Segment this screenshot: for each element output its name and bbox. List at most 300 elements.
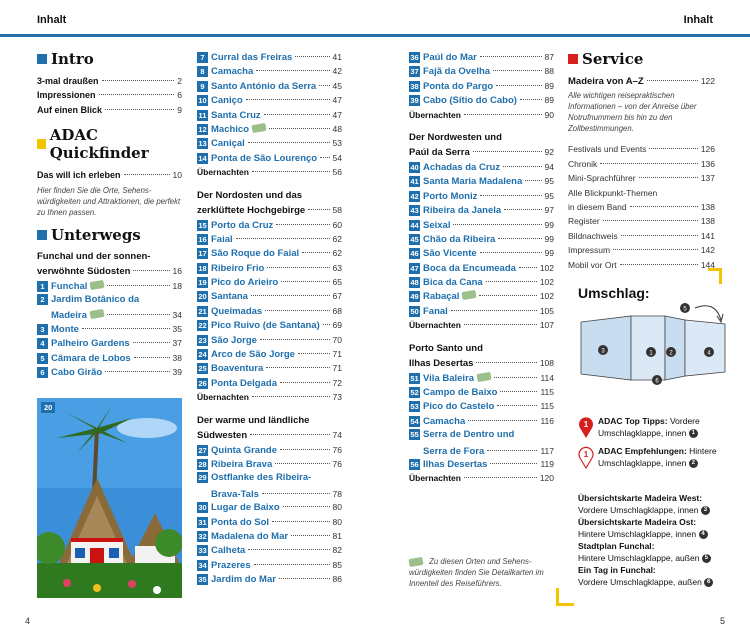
- place-entry[interactable]: [197, 50, 342, 64]
- place-entry[interactable]: [197, 275, 342, 289]
- toc-entry[interactable]: [197, 390, 342, 404]
- place-entry[interactable]: [197, 318, 342, 332]
- svg-text:6: 6: [655, 378, 659, 385]
- place-label: Madalena do Mar: [211, 530, 289, 542]
- place-entry[interactable]: [197, 347, 342, 361]
- place-page: 48: [332, 123, 342, 134]
- group-heading: Ilhas Desertas 108: [409, 357, 554, 369]
- place-number-badge: 24: [198, 350, 207, 360]
- place-page: 47: [332, 109, 342, 120]
- place-entry[interactable]: [37, 322, 182, 336]
- place-page: 53: [332, 138, 342, 149]
- place-page: 62: [332, 233, 342, 244]
- photo-santana-house: [37, 398, 182, 598]
- place-label: Ostflanke des Ribeira-: [211, 472, 312, 484]
- place-number-badge: 8: [197, 66, 208, 77]
- place-number-badge: 36: [410, 53, 419, 62]
- place-entry[interactable]: [409, 189, 554, 203]
- toc-entry[interactable]: [568, 171, 715, 185]
- column-3: [409, 50, 554, 486]
- place-page: 47: [332, 95, 342, 106]
- place-page: 18: [172, 280, 182, 291]
- corner-mark-icon: [708, 268, 722, 284]
- place-label: Campo de Baixo: [423, 387, 498, 399]
- place-label: Ponta do Pargo: [423, 80, 494, 92]
- place-entry[interactable]: [197, 529, 342, 543]
- place-number-badge: 52: [410, 388, 419, 398]
- place-page: 70: [332, 334, 342, 345]
- place-page: 82: [332, 545, 342, 556]
- place-entry[interactable]: [409, 160, 554, 174]
- toc-label: Übernachten: [197, 392, 249, 403]
- place-entry[interactable]: [197, 471, 342, 485]
- place-label: Cabo Girão: [51, 366, 103, 378]
- place-entry[interactable]: [197, 515, 342, 529]
- place-number-badge: 34: [198, 560, 207, 570]
- place-entry[interactable]: [409, 218, 554, 232]
- place-label: Porto Moniz: [423, 190, 478, 202]
- toc-page: 144: [700, 259, 715, 270]
- place-number-badge: 20: [198, 292, 207, 302]
- place-entry[interactable]: [197, 443, 342, 457]
- place-label: Funchal: [51, 280, 88, 292]
- place-label: Vila Baleira: [423, 372, 475, 384]
- place-entry[interactable]: [197, 361, 342, 375]
- place-number-badge: 33: [198, 546, 207, 556]
- place-page: 102: [539, 277, 554, 288]
- group-heading: Porto Santo und: [409, 342, 483, 354]
- group-heading: Der Nordosten und das: [197, 189, 303, 201]
- place-number-badge: 7: [197, 52, 208, 63]
- place-number-badge: 37: [410, 67, 419, 77]
- square-icon: [37, 54, 47, 64]
- place-label: Seixal: [423, 219, 451, 231]
- group-heading: Der Nordwesten und: [409, 131, 502, 143]
- toc-label: Bildnachweis: [568, 230, 618, 241]
- tips-legend: [578, 415, 728, 475]
- toc-entry[interactable]: [568, 258, 715, 272]
- place-label: Pico do Arieiro: [211, 277, 279, 289]
- place-page: 81: [332, 530, 342, 541]
- toc-entry[interactable]: [568, 214, 715, 228]
- place-number-badge: 30: [198, 503, 207, 513]
- place-number-badge: 12: [198, 124, 207, 134]
- place-entry[interactable]: [197, 289, 342, 303]
- toc-page: 137: [700, 173, 715, 184]
- place-page: 65: [332, 277, 342, 288]
- toc-label: Madeira von A–Z: [568, 76, 644, 87]
- place-entry[interactable]: [197, 261, 342, 275]
- group-heading: Der warme und ländliche: [197, 414, 310, 426]
- map-tip-icon: [408, 557, 423, 567]
- place-entry[interactable]: [197, 122, 342, 136]
- place-label: Quinta Grande: [211, 444, 277, 456]
- top-tipps-row: 1 ADAC Top Tipps: Vordere Umschlagklappe, innen 1: [578, 415, 728, 439]
- place-number-badge: 1: [37, 281, 48, 292]
- place-number-badge: 9: [197, 81, 208, 92]
- place-number-badge: 50: [410, 306, 419, 316]
- place-page: 38: [172, 352, 182, 363]
- place-entry[interactable]: [409, 289, 554, 303]
- santana-house-illustration: [37, 398, 182, 598]
- place-label: Santana: [211, 291, 248, 303]
- place-entry[interactable]: [37, 279, 182, 293]
- place-page: 115: [540, 387, 554, 398]
- section-quickfinder-heading: [37, 126, 182, 162]
- place-label: Ribeira da Janela: [423, 205, 502, 217]
- toc-page: 142: [700, 245, 715, 256]
- toc-entry[interactable]: [568, 243, 715, 257]
- place-page: 63: [332, 262, 342, 273]
- place-number-badge: 22: [198, 321, 207, 331]
- place-page: 39: [172, 366, 182, 377]
- place-entry[interactable]: [197, 304, 342, 318]
- place-number-badge: 25: [198, 364, 207, 374]
- place-entry[interactable]: [409, 414, 554, 428]
- place-page: 80: [332, 516, 342, 527]
- place-number-badge: 45: [410, 234, 419, 244]
- place-label: Santa Maria Madalena: [423, 176, 523, 188]
- place-entry[interactable]: [409, 304, 554, 318]
- group-heading: verwöhnte Südosten 16: [37, 265, 182, 277]
- place-number-badge: 6: [37, 367, 48, 378]
- map-legend-item: Ein Tag in Funchal: Vordere Umschlagklappe, außen 6: [578, 564, 728, 588]
- map-legend-item: Übersichtskarte Madeira West: Vordere Umschlagklappe, innen 3: [578, 492, 728, 516]
- place-entry[interactable]: [197, 457, 342, 471]
- service-note: Alle wichtigen reisepraktischen Informationen – von der Anreise über Notrufnummern bis hin zu den Zollbestimmungen.: [568, 91, 697, 134]
- header-right: Inhalt: [683, 14, 713, 26]
- place-number-badge: 47: [410, 263, 419, 273]
- cover-flap-diagram: [575, 300, 735, 390]
- toc-label: Mobil vor Ort: [568, 259, 617, 270]
- place-number-badge: 23: [198, 335, 207, 345]
- toc-page: 73: [332, 392, 342, 403]
- page-number-left: 4: [25, 616, 31, 626]
- place-entry[interactable]: [197, 246, 342, 260]
- column-4: [568, 50, 715, 272]
- header-left: Inhalt: [37, 14, 67, 26]
- place-entry[interactable]: [37, 307, 182, 321]
- place-number-badge: 35: [198, 575, 207, 585]
- place-page: 86: [332, 574, 342, 585]
- place-entry[interactable]: [409, 232, 554, 246]
- place-page: 62: [332, 248, 342, 259]
- place-label: Cabo (Sítio do Cabo): [423, 95, 517, 107]
- toc-page: 122: [700, 76, 715, 86]
- place-label: Fajã da Ovelha: [423, 66, 491, 78]
- toc-label: Übernachten: [197, 167, 249, 178]
- place-page: 42: [332, 66, 342, 77]
- place-entry[interactable]: [409, 399, 554, 413]
- place-page: 102: [539, 291, 554, 302]
- toc-label: Impressionen: [37, 90, 96, 101]
- place-label: Jardim do Mar: [211, 574, 276, 586]
- place-page: 41: [332, 52, 342, 62]
- toc-entry[interactable]: [568, 142, 715, 156]
- place-label: Camacha: [423, 415, 466, 427]
- place-label: Caniço: [211, 95, 243, 107]
- group-heading: zerklüftete Hochgebirge 58: [197, 204, 342, 216]
- place-label: Camacha: [211, 66, 254, 78]
- place-number-badge: 17: [198, 249, 207, 259]
- section-unterwegs-heading: [37, 226, 182, 244]
- place-label: São Jorge: [211, 334, 257, 346]
- toc-page: 138: [700, 201, 715, 212]
- toc-label: Mini-Sprachführer: [568, 173, 636, 184]
- place-number-badge: 13: [198, 139, 207, 149]
- place-number-badge: 29: [198, 473, 207, 483]
- place-entry[interactable]: [37, 336, 182, 350]
- place-number-badge: 15: [198, 220, 207, 230]
- toc-entry[interactable]: [37, 168, 182, 182]
- place-entry[interactable]: [197, 500, 342, 514]
- place-page: 95: [544, 176, 554, 187]
- place-label: Brava-Tals: [211, 488, 259, 500]
- place-label: Porto da Cruz: [211, 219, 274, 231]
- place-entry[interactable]: [409, 64, 554, 78]
- toc-page: 90: [544, 109, 554, 120]
- place-label: Boaventura: [211, 363, 264, 375]
- toc-entry[interactable]: [197, 165, 342, 179]
- place-number-badge: 5: [37, 353, 48, 364]
- place-page: 119: [540, 458, 554, 469]
- place-number-badge: 21: [198, 306, 207, 316]
- map-tip-icon: [476, 371, 491, 381]
- place-page: 114: [540, 372, 554, 383]
- svg-text:4: 4: [707, 350, 711, 357]
- place-number-badge: 28: [198, 459, 207, 469]
- toc-label: Auf einen Blick: [37, 104, 103, 115]
- toc-label: 3-mal draußen: [37, 76, 99, 86]
- place-entry[interactable]: [197, 486, 342, 500]
- place-entry[interactable]: [409, 428, 554, 442]
- map-legend-item: Übersichtskarte Madeira Ost: Hintere Umschlagklappe, innen 4: [578, 516, 728, 540]
- place-number-badge: 16: [198, 234, 207, 244]
- place-number-badge: 4: [37, 338, 48, 349]
- place-page: 99: [544, 248, 554, 259]
- column-1: [37, 50, 182, 379]
- place-number-badge: 27: [198, 445, 207, 455]
- toc-page: 141: [700, 230, 715, 241]
- place-label: Faial: [211, 233, 233, 245]
- place-page: 105: [539, 305, 554, 316]
- place-page: 35: [172, 323, 182, 334]
- place-label: Ponta do Sol: [211, 516, 270, 528]
- place-page: 78: [332, 488, 342, 499]
- place-entry[interactable]: [409, 457, 554, 471]
- svg-text:3: 3: [601, 348, 605, 355]
- place-entry[interactable]: [197, 558, 342, 572]
- recommendation-pin-icon: [578, 445, 594, 469]
- place-entry[interactable]: [197, 64, 342, 78]
- svg-text:2: 2: [669, 350, 673, 357]
- place-page: 37: [172, 338, 182, 349]
- svg-text:1: 1: [583, 450, 589, 459]
- place-page: 80: [332, 502, 342, 513]
- place-number-badge: 44: [410, 220, 419, 230]
- place-entry[interactable]: [409, 275, 554, 289]
- place-page: 115: [540, 401, 554, 412]
- place-number-badge: 31: [198, 517, 207, 527]
- place-entry[interactable]: [409, 371, 554, 385]
- place-entry[interactable]: [37, 365, 182, 379]
- place-page: 45: [332, 80, 342, 91]
- group-heading: Paúl da Serra 92: [409, 146, 554, 158]
- place-number-badge: 39: [410, 96, 419, 106]
- place-entry[interactable]: [197, 93, 342, 107]
- place-entry[interactable]: [409, 174, 554, 188]
- toc-entry[interactable]: [568, 229, 715, 243]
- place-label: Prazeres: [211, 559, 251, 571]
- place-entry[interactable]: [409, 93, 554, 107]
- toc-entry[interactable]: [409, 318, 554, 332]
- map-tip-icon: [462, 290, 477, 300]
- toc-entry[interactable]: [37, 74, 182, 88]
- place-entry[interactable]: [197, 136, 342, 150]
- place-page: 117: [540, 445, 554, 456]
- toc-entry[interactable]: [568, 200, 715, 214]
- place-number-badge: 19: [198, 278, 207, 288]
- map-legend-item: Stadtplan Funchal: Hintere Umschlagklappe, außen 5: [578, 540, 728, 564]
- toc-entry[interactable]: [37, 103, 182, 117]
- toc-entry[interactable]: [409, 471, 554, 485]
- toc-page: 9: [177, 104, 182, 115]
- toc-page: 120: [539, 473, 554, 484]
- place-entry[interactable]: [197, 79, 342, 93]
- place-page: 76: [332, 458, 342, 469]
- toc-label: Übernachten: [409, 473, 461, 484]
- toc-label: Register: [568, 216, 600, 227]
- place-label: Ribeiro Frio: [211, 262, 265, 274]
- toc-label: Übernachten: [409, 109, 461, 120]
- toc-label: Impressum: [568, 245, 611, 256]
- toc-page: 6: [177, 90, 182, 101]
- place-entry[interactable]: [197, 333, 342, 347]
- place-entry[interactable]: [409, 79, 554, 93]
- place-label: Pico do Castelo: [423, 401, 495, 413]
- place-label: Serra de Dentro und: [423, 429, 515, 441]
- place-page: 34: [172, 310, 182, 321]
- place-label: Calheta: [211, 545, 246, 557]
- place-page: 99: [544, 233, 554, 244]
- place-entry[interactable]: [197, 376, 342, 390]
- place-page: 69: [332, 320, 342, 331]
- place-number-badge: 49: [410, 292, 419, 302]
- toc-entry[interactable]: [568, 186, 715, 200]
- place-entry[interactable]: [409, 385, 554, 399]
- place-label: Serra de Fora: [423, 445, 485, 457]
- place-number-badge: 42: [410, 191, 419, 201]
- place-number-badge: 18: [198, 263, 207, 273]
- map-tip-icon: [90, 279, 105, 289]
- place-entry[interactable]: [409, 246, 554, 260]
- cover-title: Umschlag:: [578, 285, 650, 301]
- toc-page: 56: [332, 167, 342, 178]
- toc-entry[interactable]: [37, 88, 182, 102]
- place-label: Monte: [51, 323, 79, 335]
- column-2: [197, 50, 342, 587]
- place-number-badge: 56: [410, 459, 419, 469]
- place-label: Madeira: [51, 310, 87, 322]
- place-number-badge: 26: [198, 378, 207, 388]
- place-page: 85: [332, 559, 342, 570]
- place-entry[interactable]: [197, 572, 342, 586]
- toc-label: in diesem Band: [568, 201, 627, 212]
- place-number-badge: 55: [410, 430, 419, 440]
- place-label: Palheiro Gardens: [51, 338, 130, 350]
- svg-text:1: 1: [583, 420, 589, 429]
- place-number-badge: 38: [410, 81, 419, 91]
- place-label: Santo António da Serra: [211, 80, 317, 92]
- place-entry[interactable]: [409, 261, 554, 275]
- place-entry[interactable]: [197, 108, 342, 122]
- place-entry[interactable]: [197, 218, 342, 232]
- place-number-badge: 40: [410, 162, 419, 172]
- place-label: São Vicente: [423, 248, 477, 260]
- place-page: 72: [332, 377, 342, 388]
- quickfinder-note: Hier finden Sie die Orte, Sehenswürdigkeiten und Attraktionen, die perfekt zu Ihnen passen.: [37, 185, 181, 217]
- place-page: 89: [544, 95, 554, 106]
- place-entry[interactable]: [409, 203, 554, 217]
- place-entry[interactable]: [197, 543, 342, 557]
- svg-text:5: 5: [683, 306, 687, 313]
- place-label: Jardim Botânico da: [51, 293, 140, 305]
- place-page: 99: [544, 219, 554, 230]
- photo-number-badge: 20: [41, 402, 55, 413]
- toc-label: Festivals und Events: [568, 144, 647, 155]
- square-icon: [37, 139, 46, 149]
- place-entry[interactable]: [197, 151, 342, 165]
- place-label: Ponta de São Lourenço: [211, 152, 318, 164]
- toc-entry[interactable]: [568, 157, 715, 171]
- place-label: Pico Ruivo (de Santana): [211, 320, 320, 332]
- place-label: Fanal: [423, 305, 448, 317]
- place-entry[interactable]: [197, 232, 342, 246]
- place-page: 76: [332, 444, 342, 455]
- toc-page: 136: [700, 158, 715, 169]
- place-entry[interactable]: [409, 50, 554, 64]
- place-number-badge: 46: [410, 249, 419, 259]
- map-tip-icon: [251, 123, 266, 133]
- toc-label: Alle Blickpunkt-Themen: [568, 187, 658, 198]
- square-icon: [37, 230, 47, 240]
- place-label: Arco de São Jorge: [211, 349, 295, 361]
- place-label: Câmara de Lobos: [51, 352, 131, 364]
- section-title: Service: [582, 50, 644, 68]
- place-label: Santa Cruz: [211, 109, 261, 121]
- toc-entry[interactable]: [409, 108, 554, 122]
- section-title: Intro: [51, 50, 94, 68]
- place-page: 102: [539, 262, 554, 273]
- square-icon: [568, 54, 578, 64]
- toc-page: 107: [539, 320, 554, 331]
- place-page: 67: [332, 291, 342, 302]
- page-number-right: 5: [720, 616, 726, 626]
- place-entry[interactable]: [37, 351, 182, 365]
- toc-entry[interactable]: [568, 74, 715, 88]
- place-label: Ribeira Brava: [211, 458, 273, 470]
- place-entry[interactable]: [409, 443, 554, 457]
- place-label: Queimadas: [211, 305, 263, 317]
- place-entry[interactable]: [37, 293, 182, 307]
- place-number-badge: 10: [198, 96, 207, 106]
- place-number-badge: 54: [410, 416, 419, 426]
- place-label: Bica da Cana: [423, 277, 483, 289]
- place-number-badge: 51: [410, 373, 419, 383]
- place-page: 60: [332, 219, 342, 230]
- place-label: Chão da Ribeira: [423, 233, 496, 245]
- place-label: Rabaçal: [423, 291, 460, 303]
